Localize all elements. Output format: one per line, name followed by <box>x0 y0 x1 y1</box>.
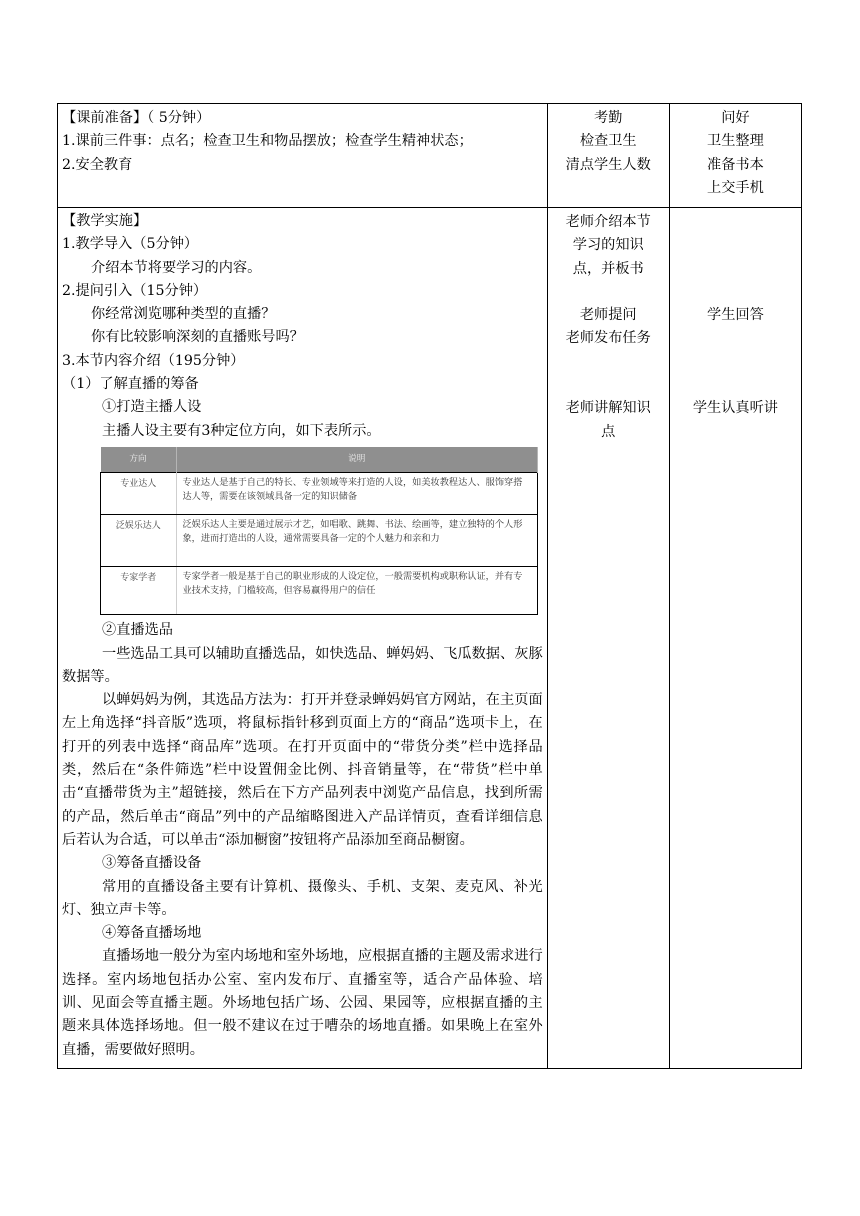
teacher-activity: 点 <box>601 423 616 440</box>
prep-student-line: 问好 <box>721 110 750 126</box>
teacher-activity: 老师提问 <box>579 307 637 324</box>
section-venue-text: 直播场地一般分为室内场地和室外场地，应根据直播的主题及需求进行选择。室内场地包括办公室、室内发布厅、直播室等，适合产品体验、培训、见面会等直播主题。外场地包括广场、公园、果园等，应根据直播的主题来具体选择场地。但一般不建议在过于嘈杂的场地直播。如果晚上在室外直播，需要做好照明。 <box>62 948 543 1058</box>
persona-type: 专业达人 <box>101 473 177 515</box>
persona-type: 泛娱乐达人 <box>101 515 177 567</box>
prep-item-1: 1.课前三件事：点名；检查卫生和物品摆放；检查学生精神状态； <box>62 133 473 150</box>
table-row <box>101 515 538 567</box>
prep-teacher-cell <box>547 104 669 208</box>
prep-teacher-line: 检查卫生 <box>579 133 637 150</box>
section-venue-title: ④筹备直播场地 <box>102 925 202 942</box>
question-2: 你有比较影响深刻的直播账号吗？ <box>91 329 304 346</box>
prep-student-line: 卫生整理 <box>707 133 764 150</box>
implementation-teacher-cell <box>547 208 669 1069</box>
prep-teacher-line: 考勤 <box>594 110 623 126</box>
question-1: 你经常浏览哪种类型的直播？ <box>91 306 276 323</box>
question-title: 2.提问引入（15分钟） <box>62 282 208 299</box>
prep-heading: 【课前准备】（ 5分钟） <box>62 110 211 126</box>
section-selection-p2: 以蝉妈妈为例，其选品方法为：打开并登录蝉妈妈官方网站，在主页面左上角选择“抖音版”选项，将鼠标指针移到页面上方的“商品”选项卡上，在打开的列表中选择“商品库”选项。在打开页面中的“带货分类”栏中选择品类，然后在“条件筛选”栏中设置佣金比例、抖音销量等，在“带货”栏中单击“直播带货为主”超链接，然后在下方产品列表中浏览产品信息，找到所需的产品，然后单击“商品”列中的产品缩略图进入产品详情页，查看详细信息后若认为合适，可以单击“添加橱窗”按钮将产品添加至商品橱窗。 <box>62 692 543 848</box>
table-row <box>101 473 538 515</box>
prep-content-cell <box>58 104 548 208</box>
intro-title: 1.教学导入（5分钟） <box>62 236 199 253</box>
section-equipment-text: 常用的直播设备主要有计算机、摄像头、手机、支架、麦克风、补光灯、独立声卡等。 <box>62 878 543 918</box>
section-persona-text: 主播人设主要有3种定位方向，如下表所示。 <box>102 422 381 439</box>
teacher-activity: 老师发布任务 <box>565 330 651 347</box>
student-activity: 学生回答 <box>707 307 764 324</box>
intro-text: 介绍本节将要学习的内容。 <box>91 259 262 276</box>
persona-desc: 专业达人是基于自己的特长、专业领域等来打造的人设，如美妆教程达人、服饰穿搭达人等，需要在该领域具备一定的知识储备 <box>176 473 538 515</box>
impl-heading: 【教学实施】 <box>62 213 148 229</box>
content-title: 3.本节内容介绍（195分钟） <box>62 352 245 369</box>
section-selection-title: ②直播选品 <box>102 622 173 639</box>
teacher-activity: 学习的知识 <box>572 237 644 254</box>
implementation-content-cell <box>58 208 548 1069</box>
prep-teacher-line: 清点学生人数 <box>565 156 651 173</box>
lesson-plan-page <box>57 103 802 1069</box>
teacher-activity: 点，并板书 <box>572 260 644 277</box>
table-row <box>101 567 538 615</box>
teacher-activity: 老师讲解知识 <box>565 400 651 417</box>
prep-student-line: 上交手机 <box>707 179 764 196</box>
prep-student-cell <box>669 104 801 208</box>
implementation-row <box>58 208 802 1069</box>
prep-row <box>58 104 802 208</box>
implementation-student-cell <box>669 208 801 1069</box>
teacher-activity: 老师介绍本节 <box>565 214 651 230</box>
prep-student-line: 准备书本 <box>707 156 764 173</box>
persona-table-header-desc: 说明 <box>176 447 538 473</box>
lesson-plan-table <box>57 103 802 1069</box>
persona-type: 专家学者 <box>101 567 177 615</box>
persona-table <box>100 447 538 615</box>
section-selection-p1: 一些选品工具可以辅助直播选品，如快选品、蝉妈妈、飞瓜数据、灰豚数据等。 <box>62 645 543 685</box>
persona-table-header-direction: 方向 <box>101 447 177 473</box>
subsection-1-title: （1）了解直播的筹备 <box>62 376 199 393</box>
persona-desc: 专家学者一般是基于自己的职业形成的人设定位，一般需要机构或职称认证，并有专业技术支持，门槛较高，但容易赢得用户的信任 <box>176 567 538 615</box>
prep-item-2: 2.安全教育 <box>62 156 133 173</box>
section-persona-title: ①打造主播人设 <box>102 399 202 416</box>
section-equipment-title: ③筹备直播设备 <box>102 855 202 872</box>
persona-desc: 泛娱乐达人主要是通过展示才艺，如唱歌、跳舞、书法、绘画等，建立独特的个人形象，进而打造出的人设，通常需要具备一定的个人魅力和亲和力 <box>176 515 538 567</box>
student-activity: 学生认真听讲 <box>692 400 778 417</box>
